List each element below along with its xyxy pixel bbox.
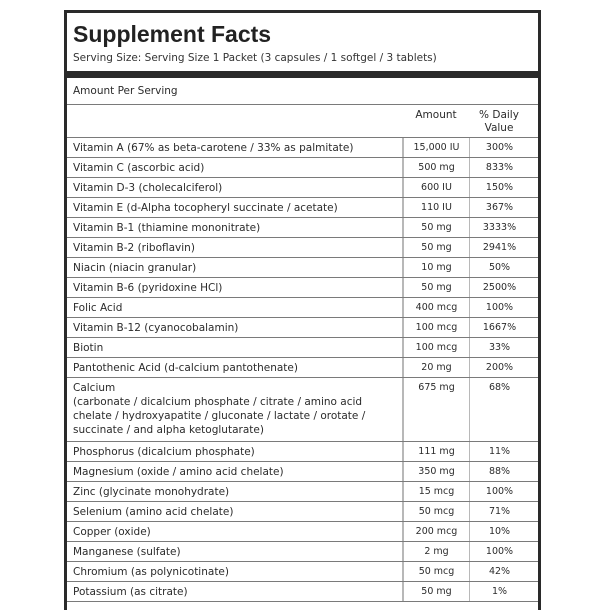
nutrient-name-cell — [67, 482, 403, 501]
nutrient-name-cell — [67, 218, 403, 237]
daily-value-cell: 100% — [469, 482, 529, 501]
nutrient-name-cell — [67, 138, 403, 157]
nutrient-name: Vitamin B-2 (riboflavin) — [73, 242, 195, 254]
table-row — [67, 238, 538, 258]
thick-divider — [67, 71, 538, 78]
nutrient-name: Vitamin D-3 (cholecalciferol) — [73, 182, 223, 194]
nutrient-name-cell — [67, 338, 403, 357]
amount-cell: 50 mg — [403, 278, 469, 297]
table-row — [67, 358, 538, 378]
amount-cell: 600 IU — [403, 178, 469, 197]
amount-cell: 50 mcg — [403, 562, 469, 581]
table-row — [67, 258, 538, 278]
nutrient-name-cell — [67, 278, 403, 297]
table-row — [67, 278, 538, 298]
table-row — [67, 318, 538, 338]
nutrient-name-cell — [67, 502, 403, 521]
table-row — [67, 378, 538, 442]
daily-value-cell: 2941% — [469, 238, 529, 257]
daily-value-cell: 33% — [469, 338, 529, 357]
table-row — [67, 562, 538, 582]
serving-size: Serving Size: Serving Size 1 Packet (3 capsules / 1 softgel / 3 tablets) — [73, 52, 437, 64]
table-row — [67, 198, 538, 218]
amount-cell: 50 mg — [403, 238, 469, 257]
amount-cell: 50 mcg — [403, 502, 469, 521]
nutrient-name-cell — [67, 522, 403, 541]
nutrient-name: Vitamin B-6 (pyridoxine HCl) — [73, 282, 223, 294]
nutrient-name: Chromium (as polynicotinate) — [73, 566, 229, 578]
nutrient-name: Phosphorus (dicalcium phosphate) — [73, 446, 255, 458]
daily-value-cell: 1% — [469, 582, 529, 601]
table-row — [67, 522, 538, 542]
daily-value-cell: 200% — [469, 358, 529, 377]
daily-value-cell: 68% — [469, 378, 529, 441]
amount-cell: 100 mcg — [403, 338, 469, 357]
amount-cell: 50 mg — [403, 218, 469, 237]
amount-cell: 2 mg — [403, 542, 469, 561]
amount-cell: 15 mcg — [403, 482, 469, 501]
nutrient-source-detail: (carbonate / dicalcium phosphate / citrate / amino acid chelate / hydroxyapatite / gluconate / lactate / orotate / succinate / and alpha ketoglutarate) — [73, 396, 366, 436]
daily-value-cell: 100% — [469, 542, 529, 561]
nutrient-name-cell — [67, 258, 403, 277]
nutrient-name: Folic Acid — [73, 302, 123, 314]
amount-cell: 110 IU — [403, 198, 469, 217]
nutrient-name-cell — [67, 542, 403, 561]
table-row — [67, 178, 538, 198]
nutrient-name-cell — [67, 178, 403, 197]
column-header-amount: Amount — [415, 109, 457, 121]
daily-value-header-line2: Value — [484, 122, 514, 134]
amount-cell: 675 mg — [403, 378, 469, 441]
amount-cell: 200 mcg — [403, 522, 469, 541]
nutrient-name-cell — [67, 358, 403, 377]
amount-cell: 15,000 IU — [403, 138, 469, 157]
nutrient-name: Vitamin B-12 (cyanocobalamin) — [73, 322, 239, 334]
nutrient-name-cell — [67, 462, 403, 481]
nutrient-name: Copper (oxide) — [73, 526, 151, 538]
nutrient-name-cell — [67, 582, 403, 601]
amount-per-serving: Amount Per Serving — [67, 78, 538, 105]
amount-cell: 20 mg — [403, 358, 469, 377]
daily-value-cell: 50% — [469, 258, 529, 277]
nutrient-name: Pantothenic Acid (d-calcium pantothenate) — [73, 362, 298, 374]
daily-value-cell: 367% — [469, 198, 529, 217]
column-header-row — [67, 105, 538, 138]
table-row — [67, 582, 538, 602]
nutrient-name: Vitamin E (d-Alpha tocopheryl succinate / acetate) — [73, 202, 338, 214]
daily-value-cell: 3333% — [469, 218, 529, 237]
table-row — [67, 482, 538, 502]
table-row — [67, 462, 538, 482]
nutrient-name: Manganese (sulfate) — [73, 546, 181, 558]
daily-value-cell: 833% — [469, 158, 529, 177]
daily-value-cell: 2500% — [469, 278, 529, 297]
nutrient-name: Vitamin C (ascorbic acid) — [73, 162, 205, 174]
amount-cell: 350 mg — [403, 462, 469, 481]
panel-title: Supplement Facts — [73, 21, 272, 47]
daily-value-cell: 1667% — [469, 318, 529, 337]
table-row — [67, 442, 538, 462]
nutrient-name: Magnesium (oxide / amino acid chelate) — [73, 466, 284, 478]
amount-cell: 500 mg — [403, 158, 469, 177]
table-row — [67, 502, 538, 522]
supplement-facts-panel — [64, 10, 541, 610]
column-header-nutrient — [67, 105, 403, 137]
table-row — [67, 298, 538, 318]
nutrient-name-cell — [67, 442, 403, 461]
daily-value-cell: 11% — [469, 442, 529, 461]
nutrient-name-cell — [67, 298, 403, 317]
nutrient-name-cell — [67, 158, 403, 177]
nutrient-name-cell — [67, 378, 403, 441]
nutrient-name: Potassium (as citrate) — [73, 586, 188, 598]
nutrient-name: Selenium (amino acid chelate) — [73, 506, 234, 518]
nutrient-name: Biotin — [73, 342, 104, 354]
amount-cell: 50 mg — [403, 582, 469, 601]
table-row — [67, 138, 538, 158]
amount-cell: 10 mg — [403, 258, 469, 277]
daily-value-cell: 150% — [469, 178, 529, 197]
table-row — [67, 158, 538, 178]
table-row — [67, 542, 538, 562]
nutrient-name: Calcium — [73, 382, 116, 394]
nutrient-name-cell — [67, 238, 403, 257]
daily-value-cell: 88% — [469, 462, 529, 481]
daily-value-cell: 71% — [469, 502, 529, 521]
column-header-daily-value — [469, 105, 529, 137]
daily-value-cell: 100% — [469, 298, 529, 317]
daily-value-header-line1: % Daily — [479, 109, 519, 121]
nutrient-name: Vitamin B-1 (thiamine mononitrate) — [73, 222, 261, 234]
nutrient-name-cell — [67, 562, 403, 581]
table-row — [67, 338, 538, 358]
amount-cell: 400 mcg — [403, 298, 469, 317]
nutrient-name: Zinc (glycinate monohydrate) — [73, 486, 230, 498]
nutrient-name-cell — [67, 318, 403, 337]
nutrient-table — [67, 138, 538, 602]
nutrient-name-cell — [67, 198, 403, 217]
daily-value-cell: 300% — [469, 138, 529, 157]
table-row — [67, 218, 538, 238]
daily-value-cell: 10% — [469, 522, 529, 541]
nutrient-name: Vitamin A (67% as beta-carotene / 33% as palmitate) — [73, 142, 354, 154]
nutrient-name: Niacin (niacin granular) — [73, 262, 197, 274]
daily-value-cell: 42% — [469, 562, 529, 581]
amount-cell: 111 mg — [403, 442, 469, 461]
amount-cell: 100 mcg — [403, 318, 469, 337]
